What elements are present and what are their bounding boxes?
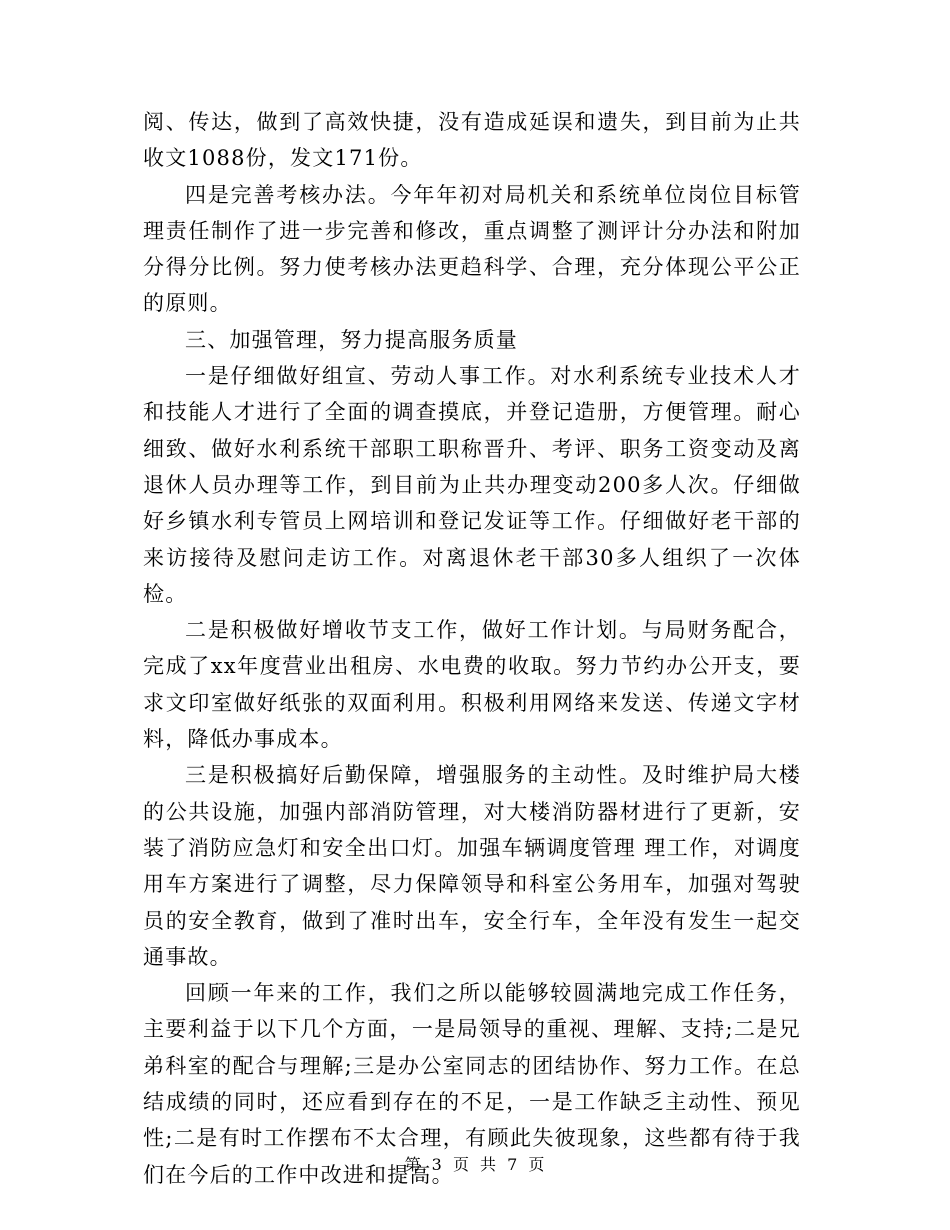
section-heading: 三、加强管理，努力提高服务质量	[185, 327, 518, 352]
paragraph-5: 三是积极搞好后勤保障，增强服务的主动性。及时维护局大楼的公共设施，加强内部消防管理，对大楼消防器材进行了更新，安装了消防应急灯和安全出口灯。加强车辆调度管理 理工作，对调度用车方案进行了调整，尽力保障领导和科室公务用车，加强对驾驶员的安全教育，做到了准时出车，安全行车，全年没有发生一起交通事故。	[143, 763, 801, 969]
paragraph-2: 四是完善考核办法。今年年初对局机关和系统单位岗位目标管理责任制作了进一步完善和修改，重点调整了测评计分办法和附加分得分比例。努力使考核办法更趋科学、合理，充分体现公平公正的原则。	[143, 182, 801, 316]
document-body	[143, 104, 801, 1193]
paragraph-1: 阅、传达，做到了高效快捷，没有造成延误和遗失，到目前为止共收文1088份，发文171份。	[143, 110, 801, 171]
paragraph-6: 回顾一年来的工作，我们之所以能够较圆满地完成工作任务，主要利益于以下几个方面，一是局领导的重视、理解、支持;二是兄弟科室的配合与理解;三是办公室同志的团结协作、努力工作。在总结成绩的同时，还应看到存在的不足，一是工作缺乏主动性、预见性;二是有时工作摆布不太合理，有顾此失彼现象，这些都有待于我们在今后的工作中改进和提高。	[143, 981, 801, 1187]
paragraph-3: 一是仔细做好组宣、劳动人事工作。对水利系统专业技术人才和技能人才进行了全面的调查摸底，并登记造册，方便管理。耐心细致、做好水利系统干部职工职称晋升、考评、职务工资变动及离退休人员办理等工作，到目前为止共办理变动200多人次。仔细做好乡镇水利专管员上网培训和登记发证等工作。仔细做好老干部的来访接待及慰问走访工作。对离退休老干部30多人组织了一次体检。	[143, 364, 801, 606]
paragraph-4: 二是积极做好增收节支工作，做好工作计划。与局财务配合，完成了xx年度营业出租房、水电费的收取。努力节约办公开支，要求文印室做好纸张的双面利用。积极利用网络来发送、传递文字材料，降低办事成本。	[143, 618, 801, 752]
page-number-footer: 第 3 页 共 7 页	[404, 1155, 546, 1174]
